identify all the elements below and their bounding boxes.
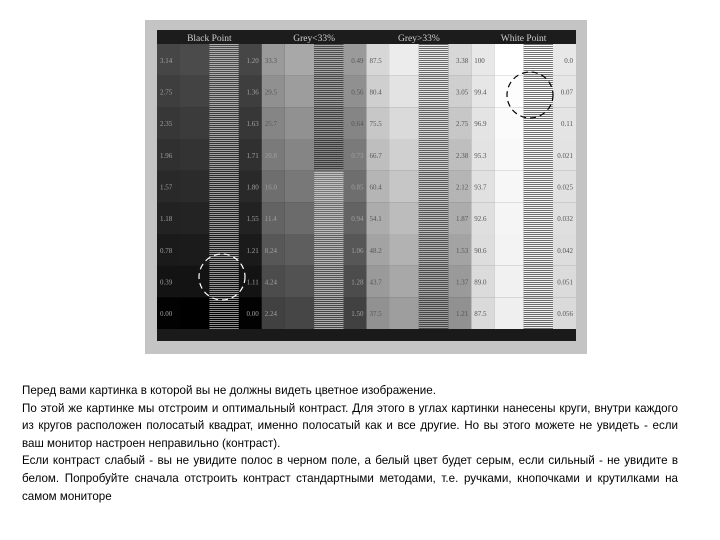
left-value: 37.5 [369,310,382,319]
gray-patch [285,171,314,203]
right-value: 1.87 [456,215,469,224]
right-value: 2.38 [456,151,469,160]
left-value: 0.78 [160,246,173,255]
striped-patch [524,76,553,108]
striped-patch [209,107,238,139]
left-value: 2.35 [160,120,173,129]
right-value: 0.11 [561,120,573,129]
striped-patch [524,297,553,329]
left-value: 43.7 [369,278,382,287]
gray-patch [390,107,419,139]
caption [22,382,678,505]
striped-patch [419,44,448,76]
gray-patch [494,107,523,139]
right-value: 1.21 [246,246,259,255]
right-value: 1.53 [456,246,469,255]
right-value: 1.55 [246,215,259,224]
right-value: 0.00 [246,310,259,319]
caption-line-1: Перед вами картинка в которой вы не должны видеть цветное изображение. [22,384,436,397]
striped-patch [209,44,238,76]
panel-3 [367,34,472,329]
gray-patch [180,202,209,234]
right-value: 3.38 [456,56,469,65]
right-value: 1.11 [246,278,259,287]
striped-patch [419,297,448,329]
right-value: 1.28 [351,278,364,287]
gray-patch [390,234,419,266]
gray-patch [390,139,419,171]
panel-title: Grey<33% [293,34,336,44]
left-value: 16.0 [264,183,277,192]
left-value: 4.24 [264,278,277,287]
right-value: 0.94 [351,215,364,224]
striped-patch [314,44,343,76]
gray-patch [285,297,314,329]
right-value: 0.07 [560,88,573,97]
right-value: 1.50 [351,310,364,319]
gray-patch [285,107,314,139]
right-value: 1.71 [246,151,259,160]
gray-patch [285,44,314,76]
gray-patch [285,76,314,108]
gray-patch [180,76,209,108]
gray-patch [180,234,209,266]
striped-patch [314,76,343,108]
left-value: 87.5 [369,56,382,65]
left-value: 3.14 [160,56,173,65]
striped-patch [419,139,448,171]
gray-patch [494,171,523,203]
striped-patch [419,76,448,108]
left-value: 2.75 [160,88,173,97]
bottom-band [157,329,576,341]
right-value: 1.20 [246,56,259,65]
striped-patch [419,266,448,298]
test-pattern-svg [157,30,576,341]
gray-patch [494,297,523,329]
left-value: 93.7 [474,183,487,192]
striped-patch [209,202,238,234]
striped-patch [314,139,343,171]
gray-patch [390,171,419,203]
right-value: 0.051 [557,278,573,287]
striped-patch [524,234,553,266]
striped-patch [314,297,343,329]
left-value: 11.4 [264,215,277,224]
right-value: 3.05 [456,88,469,97]
gray-patch [390,266,419,298]
left-value: 92.6 [474,215,487,224]
left-value: 87.5 [474,310,487,319]
striped-patch [524,171,553,203]
left-value: 100 [474,56,485,65]
right-value: 0.021 [557,151,573,160]
gray-patch [390,44,419,76]
gray-patch [180,297,209,329]
striped-patch [524,266,553,298]
striped-patch [419,202,448,234]
left-value: 90.6 [474,246,487,255]
left-value: 2.24 [264,310,277,319]
gray-patch [494,44,523,76]
panel-2 [262,34,367,329]
striped-patch [209,297,238,329]
panel-4 [471,34,576,329]
striped-patch [314,107,343,139]
right-value: 0.85 [351,183,364,192]
striped-patch [209,139,238,171]
left-value: 89.0 [474,278,487,287]
left-value: 75.5 [369,120,382,129]
gray-patch [285,202,314,234]
right-value: 1.63 [246,120,259,129]
gray-patch [494,234,523,266]
striped-patch [209,76,238,108]
right-value: 1.80 [246,183,259,192]
right-value: 0.042 [557,246,573,255]
gray-patch [180,107,209,139]
left-value: 60.4 [369,183,382,192]
right-value: 1.37 [456,278,469,287]
right-value: 0.0 [564,56,573,65]
gray-patch [494,266,523,298]
striped-patch [419,234,448,266]
striped-patch [524,139,553,171]
right-value: 0.49 [351,56,364,65]
right-value: 0.056 [557,310,573,319]
right-value: 1.21 [456,310,469,319]
left-value: 20.8 [264,151,277,160]
striped-patch [314,266,343,298]
right-value: 0.73 [351,151,364,160]
right-value: 1.36 [246,88,259,97]
right-value: 0.025 [557,183,573,192]
panel-1 [157,34,262,329]
striped-patch [314,171,343,203]
gray-patch [285,234,314,266]
left-value: 29.5 [264,88,277,97]
gray-patch [390,297,419,329]
gray-patch [285,139,314,171]
left-value: 8.24 [264,246,277,255]
left-value: 95.3 [474,151,487,160]
left-value: 25.7 [264,120,277,129]
right-value: 1.06 [351,246,364,255]
gray-patch [180,44,209,76]
striped-patch [524,44,553,76]
gray-patch [494,76,523,108]
caption-paragraph-1: По этой же картинке мы отстроим и оптимальный контраст. Для этого в углах картинки нанесены круги, внутри каждого из кругов расположен полосатый квадрат, именно полосатый как и все другие. Но вы этого можете не увидеть - если ваш монитор настроен неправильно (контраст). [22,401,678,450]
striped-patch [524,202,553,234]
right-value: 2.75 [456,120,469,129]
gray-patch [285,266,314,298]
striped-patch [419,171,448,203]
gray-patch [180,139,209,171]
left-value: 1.18 [160,215,173,224]
left-value: 1.96 [160,151,173,160]
right-value: 0.64 [351,120,364,129]
striped-patch [209,234,238,266]
right-value: 0.032 [557,215,573,224]
striped-patch [314,202,343,234]
striped-patch [314,234,343,266]
caption-paragraph-2: Если контраст слабый - вы не увидите полос в черном поле, а белый цвет будет серым, если сильный - не увидите в белом. Попробуйте сначала отстроить контраст стандартными методами, т.е. ручками, кнопочками и крутилками на самом мониторе [22,454,678,503]
gray-patch [180,171,209,203]
left-value: 66.7 [369,151,382,160]
left-value: 1.57 [160,183,173,192]
gray-patch [494,202,523,234]
right-value: 2.12 [456,183,469,192]
left-value: 99.4 [474,88,487,97]
monitor-test-image [157,30,576,341]
right-value: 0.56 [351,88,364,97]
left-value: 0.00 [160,310,173,319]
panel-title: Black Point [187,34,232,44]
panel-title: Grey>33% [397,34,440,44]
left-value: 48.2 [369,246,382,255]
striped-patch [419,107,448,139]
left-value: 0.39 [160,278,173,287]
gray-patch [390,76,419,108]
gray-patch [390,202,419,234]
panel-title: White Point [500,34,547,44]
left-value: 80.4 [369,88,382,97]
left-value: 54.1 [369,215,382,224]
striped-patch [524,107,553,139]
left-value: 33.3 [264,56,277,65]
striped-patch [209,266,238,298]
gray-patch [494,139,523,171]
left-value: 96.9 [474,120,487,129]
striped-patch [209,171,238,203]
